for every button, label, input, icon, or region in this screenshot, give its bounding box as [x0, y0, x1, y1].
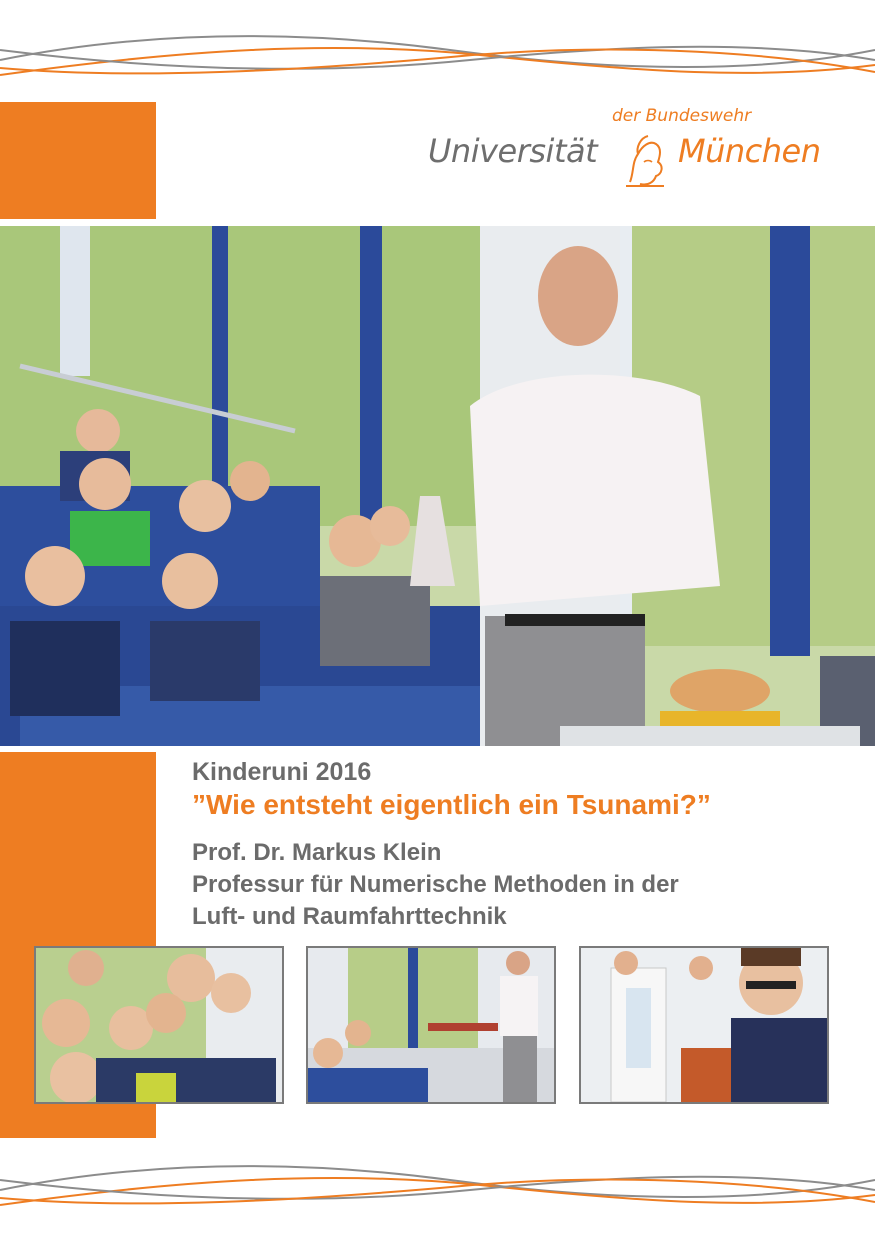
lecture-title: ”Wie entsteht eigentlich ein Tsunami?”: [192, 789, 711, 820]
university-logo: [420, 104, 860, 194]
speaker-chair-line1: Professur für Numerische Methoden in der: [192, 871, 679, 898]
logo-word-left: Universität: [428, 132, 598, 170]
logo-word-right: München: [678, 132, 821, 170]
main-photo: [0, 226, 875, 746]
thumbnail-boy-experiment: [579, 946, 829, 1104]
speaker-block: [192, 837, 862, 933]
thumbnail-children-audience: [34, 946, 284, 1104]
thumbnail-lecturer-experiment: [306, 946, 556, 1104]
top-wave-decoration: [0, 20, 875, 100]
bottom-wave-decoration: [0, 1150, 875, 1230]
speaker-chair-line2: Luft- und Raumfahrttechnik: [192, 903, 507, 930]
minerva-head-emblem-icon: [620, 132, 670, 188]
event-name: Kinderuni 2016: [192, 758, 372, 786]
orange-block-top: [0, 102, 156, 219]
speaker-name: Prof. Dr. Markus Klein: [192, 839, 442, 866]
logo-subtitle: der Bundeswehr: [612, 106, 752, 126]
event-text-block: [192, 757, 862, 933]
